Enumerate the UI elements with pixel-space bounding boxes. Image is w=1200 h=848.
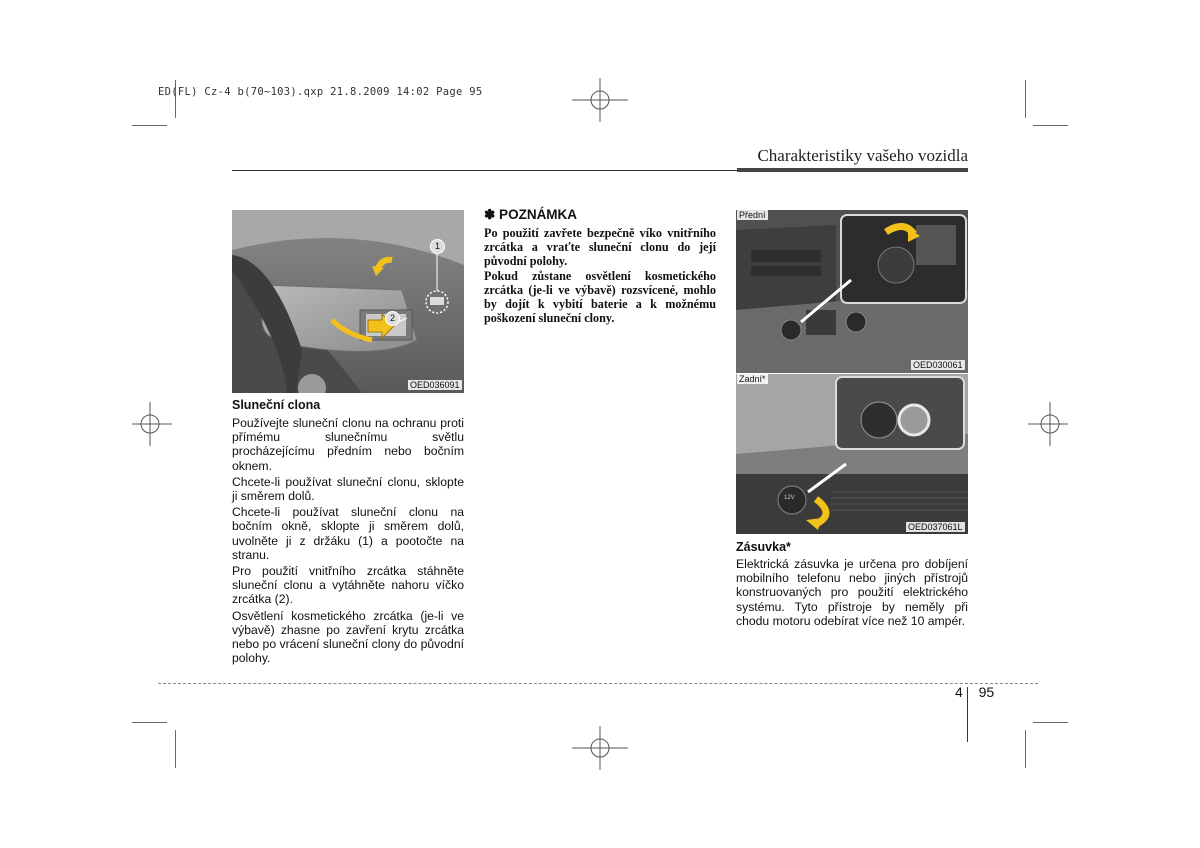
socket-section-body [736,557,968,630]
sunvisor-photo [232,210,464,393]
rear-socket-12v-text: 12V [784,495,795,501]
page-index: 95 [978,684,995,700]
rear-socket-figure-code: OED037061L [908,522,963,532]
crop-mark-bottom-left-h [132,722,167,723]
rear-socket-photo [736,374,968,534]
sunvisor-paragraph: Chcete-li používat sluneční clonu na bočním okně, sklopte ji směrem dolů, uvolněte ji z držáku (1) a pootočte na stranu. [232,505,464,562]
crop-mark-bottom-right-h [1033,722,1068,723]
sunvisor-section-body [232,416,464,667]
callout-1: 1 [430,239,445,254]
page-header-title: Charakteristiky vašeho vozidla [757,146,968,165]
registration-mark-bottom [572,726,628,770]
crop-mark-bottom-right-v [1025,730,1026,768]
footer-dashed-rule [158,683,1038,684]
crop-mark-top-right-v [1025,80,1026,118]
registration-mark-top [572,78,628,122]
callout-2: 2 [385,311,400,326]
chapter-number: 4 [955,684,963,700]
sunvisor-paragraph: Pro použití vnitřního zrcátka stáhněte sluneční clonu a vytáhněte nahoru víčko zrcátka (2). [232,564,464,607]
header-rule-accent [737,168,968,172]
crop-mark-top-left-h [132,125,167,126]
crop-mark-top-right-h [1033,125,1068,126]
crop-mark-bottom-left-v [175,730,176,768]
sunvisor-section-title: Sluneční clona [232,398,321,412]
registration-mark-left [132,402,172,446]
sunvisor-figure-code: OED036091 [410,380,460,390]
front-socket-photo [736,210,968,373]
page-number [955,684,994,700]
front-socket-figure-code: OED030061 [913,360,963,370]
socket-paragraph: Elektrická zásuvka je určena pro dobíjení mobilního telefonu nebo jiných přístrojů konstruovaných pro použití elektrického systému. Tyto přístroje by neměly při chodu motoru odebírat více než 10 ampér. [736,557,968,628]
rear-socket-label: Zadní* [739,374,766,384]
note-paragraph: Pokud zůstane osvětlení kosmetického zrcátka (je-li ve výbavě) rozsvícené, mohlo by dojít k vybití baterie a k možnému poškození sluneční clony. [484,268,716,326]
note-paragraph: Po použití zavřete bezpečně víko vnitřního zrcátka a vraťte sluneční clonu do její původní polohy. [484,226,716,269]
front-socket-label: Přední [739,210,766,220]
note-body [484,226,716,325]
page-number-separator [967,687,968,742]
note-title: ✽ POZNÁMKA [484,207,578,222]
socket-section-title: Zásuvka* [736,540,791,554]
print-slug: ED(FL) Cz-4 b(70~103).qxp 21.8.2009 14:02 Page 95 [158,86,483,98]
sunvisor-paragraph: Chcete-li používat sluneční clonu, sklopte ji směrem dolů. [232,474,464,504]
sunvisor-paragraph: Používejte sluneční clonu na ochranu proti přímému slunečnímu světlu procházejícímu předním nebo bočním oknem. [232,416,464,473]
sunvisor-paragraph: Osvětlení kosmetického zrcátka (je-li ve výbavě) zhasne po zavření krytu zrcátka nebo po vrácení sluneční clony do původní polohy. [232,608,464,666]
registration-mark-right [1028,402,1068,446]
